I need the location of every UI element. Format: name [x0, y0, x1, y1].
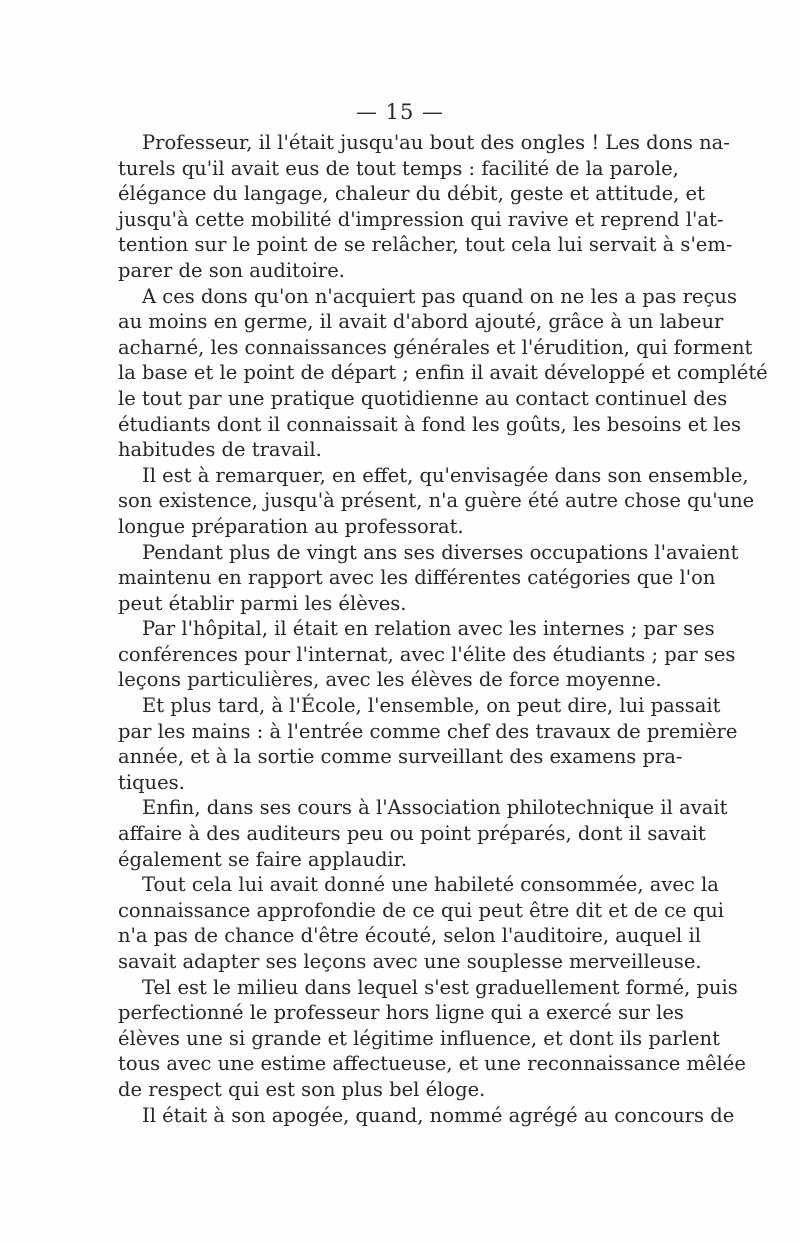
text-line: savait adapter ses leçons avec une souplesse merveilleuse. [118, 950, 702, 973]
text-line: la base et le point de départ ; enfin il avait développé et complété [118, 361, 768, 385]
text-line: parer de son auditoire. [118, 258, 345, 282]
text-line: le tout par une pratique quotidienne au contact continuel des [118, 386, 728, 410]
text-line: Enfin, dans ses cours à l'Association philotechnique il avait [142, 796, 728, 820]
paragraph [118, 693, 738, 795]
text-line: Tel est le milieu dans lequel s'est graduellement formé, puis [142, 975, 738, 999]
paragraph [118, 616, 736, 693]
text-line: Pendant plus de vingt ans ses diverses occupations l'avaient [142, 540, 739, 564]
text-line: maintenu en rapport avec les différentes catégories que l'on [118, 566, 716, 590]
paragraph [118, 975, 746, 1103]
text-line: tiques. [118, 770, 185, 794]
text-line: tous avec une estime affectueuse, et une reconnaissance mêlée [118, 1052, 746, 1076]
text-line: habitudes de travail. [118, 438, 322, 462]
text-line: leçons particulières, avec les élèves de force moyenne. [118, 668, 662, 692]
paragraph [118, 130, 733, 284]
text-line: acharné, les connaissances générales et l'érudition, qui forment [118, 335, 753, 359]
text-line: Il est à remarquer, en effet, qu'envisagée dans son ensemble, [142, 463, 749, 487]
text-line: connaissance approfondie de ce qui peut être dit et de ce qui [118, 898, 725, 922]
text-line: élégance du langage, chaleur du débit, geste et attitude, et [118, 182, 705, 206]
text-line: son existence, jusqu'à présent, n'a guère été autre chose qu'une [118, 489, 755, 513]
text-line: Tout cela lui avait donné une habileté consommée, avec la [142, 873, 719, 897]
text-line: étudiants dont il connaissait à fond les goûts, les besoins et les [118, 412, 742, 436]
text-line: peut établir parmi les élèves. [118, 591, 407, 615]
text-line: n'a pas de chance d'être écouté, selon l'auditoire, auquel il [118, 924, 701, 948]
text-line: au moins en germe, il avait d'abord ajouté, grâce à un labeur [118, 310, 724, 334]
paragraph [118, 795, 728, 872]
text-line: année, et à la sortie comme surveillant des examens pra- [118, 745, 683, 769]
text-line: également se faire applaudir. [118, 847, 408, 871]
paragraph [118, 284, 768, 463]
page-number: — 15 — [355, 100, 445, 124]
text-line: Par l'hôpital, il était en relation avec les internes ; par ses [142, 617, 715, 641]
text-line: élèves une si grande et légitime influence, et dont ils parlent [118, 1026, 720, 1050]
text-line: conférences pour l'internat, avec l'élite des étudiants ; par ses [118, 642, 736, 666]
text-line: Il était à son apogée, quand, nommé agrégé au concours de [142, 1103, 735, 1127]
paragraph [118, 1103, 735, 1129]
text-line: de respect qui est son plus bel éloge. [118, 1077, 486, 1101]
body-text [118, 130, 768, 1128]
text-line: Professeur, il l'était jusqu'au bout des ongles ! Les dons na- [142, 131, 730, 154]
paragraph [118, 463, 755, 540]
text-line: longue préparation au professorat. [118, 514, 464, 538]
text-line: turels qu'il avait eus de tout temps : facilité de la parole, [118, 156, 679, 180]
text-line: affaire à des auditeurs peu ou point préparés, dont il savait [118, 822, 706, 846]
text-line: A ces dons qu'on n'acquiert pas quand on ne les a pas reçus [142, 284, 737, 308]
text-line: perfectionné le professeur hors ligne qui a exercé sur les [118, 1001, 684, 1025]
paragraph [118, 540, 739, 617]
text-line: tention sur le point de se relâcher, tout cela lui servait à s'em- [118, 233, 733, 257]
paragraph [118, 872, 725, 974]
text-line: Et plus tard, à l'École, l'ensemble, on peut dire, lui passait [142, 694, 721, 718]
text-line: jusqu'à cette mobilité d'impression qui ravive et reprend l'at- [118, 207, 724, 231]
text-line: par les mains : à l'entrée comme chef des travaux de première [118, 719, 738, 743]
